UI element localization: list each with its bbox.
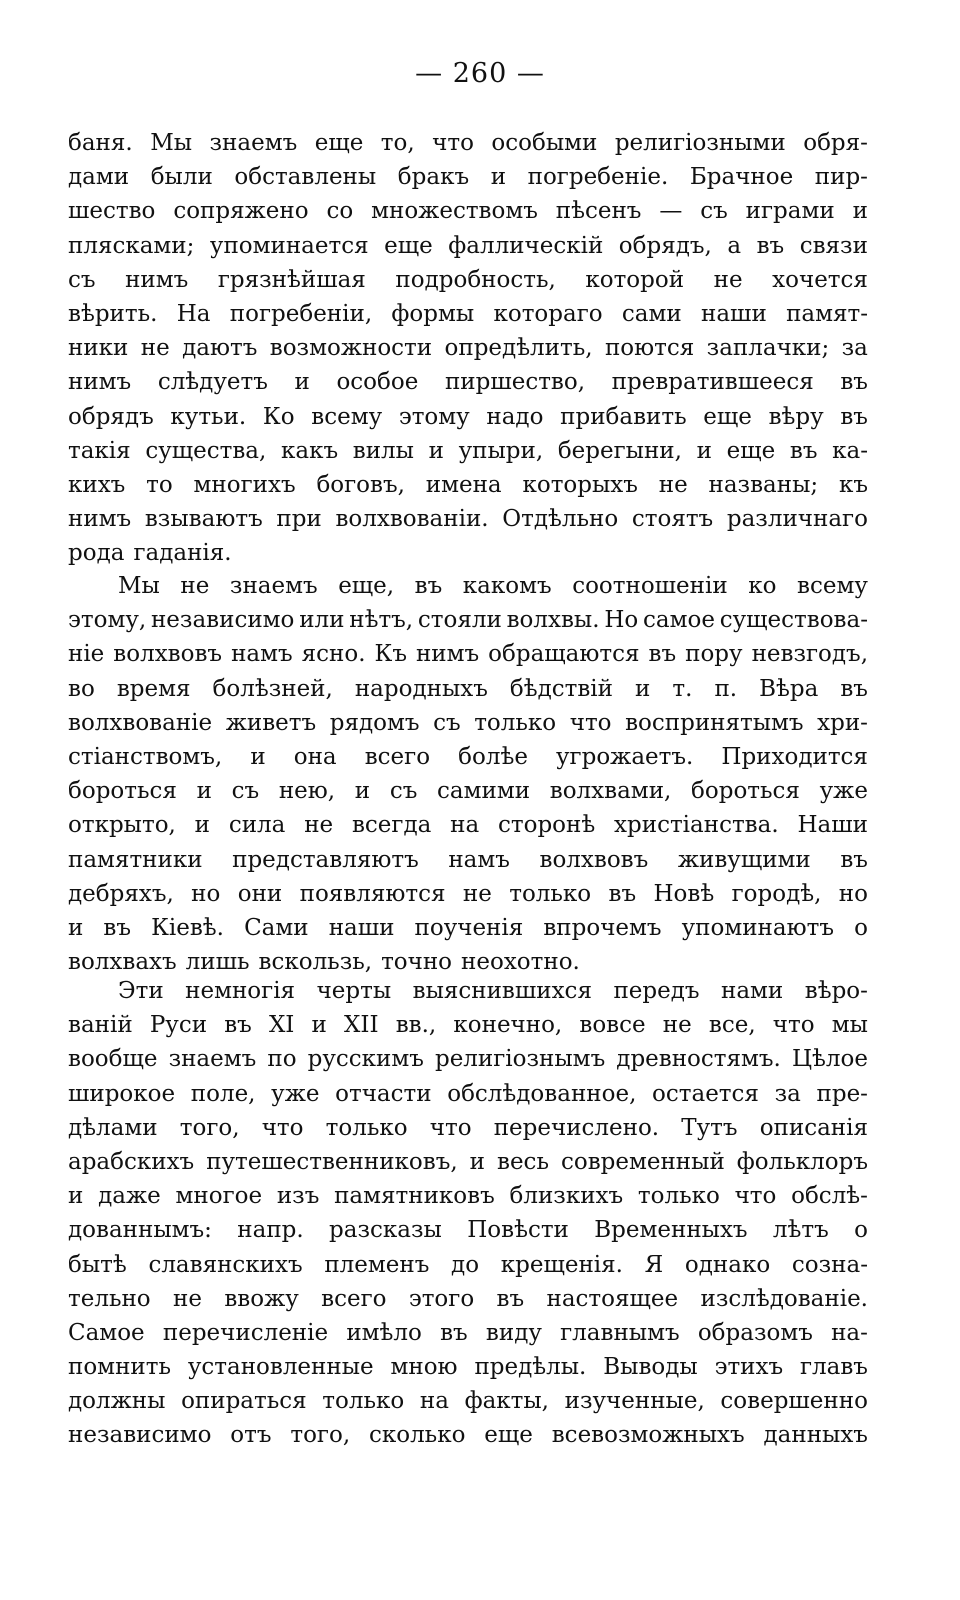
text-line: бороться и съ нею, и съ самими волхвами, бороться уже: [68, 778, 868, 805]
text-line: Самое перечисленіе имѣло въ виду главнымъ образомъ на-: [68, 1319, 868, 1346]
text-line: широкое поле, уже отчасти обслѣдованное, остается за пре-: [68, 1080, 868, 1107]
text-line: памятники представляютъ намъ волхвовъ живущими въ: [68, 846, 868, 873]
paragraph-1: [68, 126, 868, 570]
text-line: такія существа, какъ вилы и упыри, берегыни, и еще въ ка-: [68, 437, 868, 464]
text-line: Эти немногія черты выяснившихся передъ нами вѣро-: [118, 978, 868, 1004]
text-line: ніе волхвовъ намъ ясно. Къ нимъ обращаются въ пору невзгодъ,: [68, 641, 868, 668]
text-line: нимъ взываютъ при волхвованіи. Отдѣльно стоятъ различнаго: [68, 506, 868, 533]
text-line: дебряхъ, но они появляются не только въ Новѣ городѣ, но: [68, 880, 868, 907]
text-line: вѣрить. На погребеніи, формы котораго сами наши памят-: [68, 300, 868, 327]
text-line: рода гаданія.: [68, 540, 232, 567]
text-line: и въ Кіевѣ. Сами наши поученія впрочемъ упоминаютъ о: [68, 914, 868, 941]
text-line: вообще знаемъ по русскимъ религіознымъ древностямъ. Цѣлое: [68, 1046, 868, 1073]
text-line: дованнымъ: напр. разсказы Повѣсти Временныхъ лѣтъ о: [68, 1217, 868, 1244]
text-line: ваній Руси въ XI и XII вв., конечно, вовсе не все, что мы: [68, 1012, 868, 1039]
text-line: стіанствомъ, и она всего болѣе угрожаетъ. Приходится: [68, 743, 868, 770]
text-line: нимъ слѣдуетъ и особое пиршество, превратившееся въ: [68, 369, 868, 396]
page-number: — 260 —: [415, 58, 545, 89]
text-line: обрядъ кутьи. Ко всему этому надо прибавить еще вѣру въ: [68, 403, 868, 430]
text-line: шество сопряжено со множествомъ пѣсенъ — съ играми и: [68, 198, 868, 225]
text-line: должны опираться только на факты, изученные, совершенно: [68, 1388, 868, 1415]
text-line: волхвованіе живетъ рядомъ съ только что воспринятымъ хри-: [68, 709, 868, 736]
text-line: дами были обставлены бракъ и погребеніе. Брачное пир-: [68, 164, 868, 191]
paragraph-3: [68, 974, 868, 1453]
paragraph-2: [68, 569, 868, 979]
text-line: плясками; упоминается еще фаллическій обрядъ, а въ связи: [68, 232, 868, 259]
text-line: кихъ то многихъ боговъ, имена которыхъ не названы; къ: [68, 471, 868, 498]
text-line: бытѣ славянскихъ племенъ до крещенія. Я однако созна-: [68, 1251, 868, 1278]
text-line: помнить установленные мною предѣлы. Выводы этихъ главъ: [68, 1354, 868, 1381]
text-line: открыто, и сила не всегда на сторонѣ христіанства. Наши: [68, 812, 868, 839]
text-line: съ нимъ грязнѣйшая подробность, которой не хочется: [68, 266, 868, 293]
text-line: и даже многое изъ памятниковъ близкихъ только что обслѣ-: [68, 1183, 868, 1210]
text-line: этому, независимо или нѣтъ, стояли волхвы. Но самое существова-: [68, 607, 868, 634]
text-line: Мы не знаемъ еще, въ какомъ соотношеніи ко всему: [118, 573, 868, 599]
text-line: баня. Мы знаемъ еще то, что особыми религіозными обря-: [68, 130, 868, 156]
text-line: арабскихъ путешественниковъ, и весь современный фольклоръ: [68, 1148, 868, 1175]
text-line: волхвахъ лишь вскользь, точно неохотно.: [68, 949, 580, 976]
text-line: дѣлами того, что только что перечислено. Тутъ описанія: [68, 1114, 868, 1141]
text-line: независимо отъ того, сколько еще всевозможныхъ данныхъ: [68, 1422, 868, 1449]
text-line: тельно не ввожу всего этого въ настоящее изслѣдованіе.: [68, 1285, 868, 1312]
text-line: во время болѣзней, народныхъ бѣдствій и т. п. Вѣра въ: [68, 675, 868, 702]
text-line: ники не даютъ возможности опредѣлить, поются заплачки; за: [68, 335, 868, 362]
